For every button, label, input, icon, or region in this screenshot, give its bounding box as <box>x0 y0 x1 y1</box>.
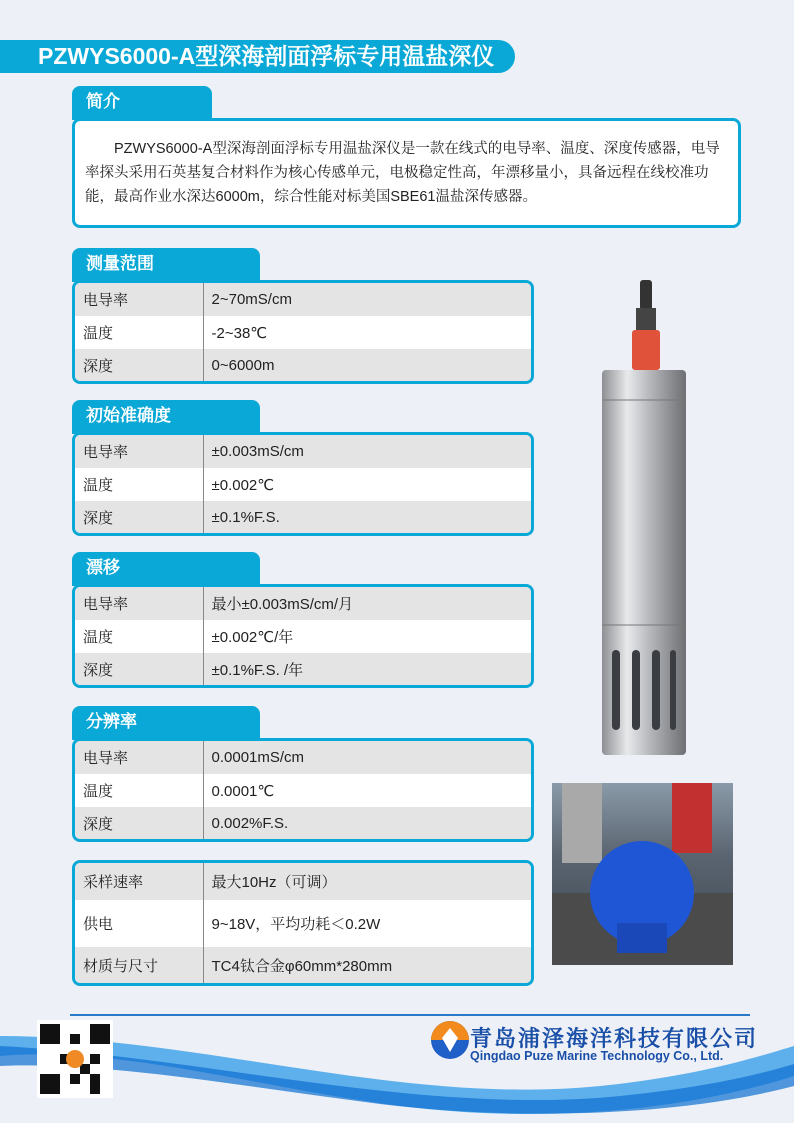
spec-value: 0.0001℃ <box>203 774 531 807</box>
section-heading: 测量范围 <box>72 248 260 282</box>
spec-table <box>72 432 534 536</box>
qr-code[interactable] <box>37 1020 113 1098</box>
spec-table <box>72 584 534 688</box>
spec-value: 0.0001mS/cm <box>203 741 531 774</box>
spec-value: ±0.002℃ <box>203 468 531 501</box>
spec-key: 深度 <box>75 653 203 686</box>
spec-value: 2~70mS/cm <box>203 283 531 316</box>
section-heading: 漂移 <box>72 552 260 586</box>
spec-key: 电导率 <box>75 741 203 774</box>
spec-key: 供电 <box>75 900 203 947</box>
spec-key: 采样速率 <box>75 863 203 900</box>
ctd-sensor-image <box>598 280 690 760</box>
table-row <box>75 587 531 620</box>
spec-table <box>72 280 534 384</box>
spec-key: 深度 <box>75 807 203 840</box>
spec-table <box>72 738 534 842</box>
spec-value: 最大10Hz（可调） <box>203 863 531 900</box>
spec-value: ±0.1%F.S. <box>203 501 531 534</box>
company-name-en: Qingdao Puze Marine Technology Co., Ltd. <box>470 1049 724 1063</box>
spec-key: 电导率 <box>75 283 203 316</box>
buoy-deployment-photo <box>552 783 733 965</box>
spec-key: 材质与尺寸 <box>75 947 203 983</box>
spec-key: 温度 <box>75 774 203 807</box>
spec-key: 深度 <box>75 349 203 382</box>
spec-value: ±0.002℃/年 <box>203 620 531 653</box>
table-row <box>75 435 531 468</box>
spec-value: 最小±0.003mS/cm/月 <box>203 587 531 620</box>
table-row <box>75 283 531 316</box>
spec-value: -2~38℃ <box>203 316 531 349</box>
spec-key: 电导率 <box>75 587 203 620</box>
table-row <box>75 468 531 501</box>
spec-key: 温度 <box>75 468 203 501</box>
table-row <box>75 349 531 382</box>
table-row <box>75 620 531 653</box>
spec-key: 深度 <box>75 501 203 534</box>
spec-value: 0.002%F.S. <box>203 807 531 840</box>
spec-value: ±0.1%F.S. /年 <box>203 653 531 686</box>
spec-value: 9~18V，平均功耗＜0.2W <box>203 900 531 947</box>
table-row <box>75 774 531 807</box>
spec-key: 电导率 <box>75 435 203 468</box>
company-logo-icon <box>430 1020 470 1060</box>
spec-value: 0~6000m <box>203 349 531 382</box>
table-row <box>75 807 531 840</box>
section-heading: 分辨率 <box>72 706 260 740</box>
spec-key: 温度 <box>75 316 203 349</box>
table-row <box>75 501 531 534</box>
table-row <box>75 741 531 774</box>
spec-value: ±0.003mS/cm <box>203 435 531 468</box>
company-name-cn: 青岛浦泽海洋科技有限公司 <box>470 1026 759 1051</box>
table-row <box>75 316 531 349</box>
intro-text: PZWYS6000-A型深海剖面浮标专用温盐深仪是一款在线式的电导率、温度、深度传感器，电导率探头采用石英基复合材料作为核心传感单元，电极稳定性高，年漂移量小，具备远程在线校准功能，最高作业水深达6000m，综合性能对标美国SBE61温盐深传感器。 <box>85 141 720 205</box>
table-row <box>75 653 531 686</box>
section-heading: 初始准确度 <box>72 400 260 434</box>
spec-key: 温度 <box>75 620 203 653</box>
other-specs-table <box>72 860 534 986</box>
spec-value: TC4钛合金φ60mm*280mm <box>203 947 531 983</box>
intro-heading: 简介 <box>72 86 212 120</box>
page-title: PZWYS6000-A型深海剖面浮标专用温盐深仪 <box>0 40 515 73</box>
intro-box <box>72 118 741 228</box>
